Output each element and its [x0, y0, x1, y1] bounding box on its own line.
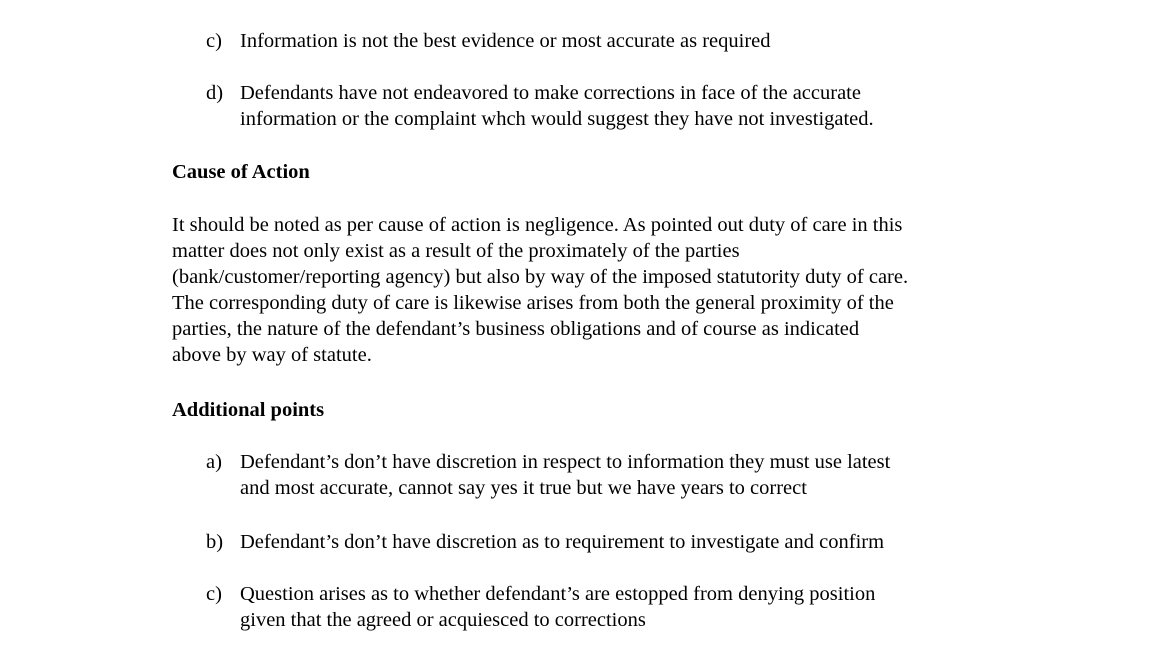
paragraph-line: above by way of statute.	[172, 344, 372, 366]
list-item-text: Defendant’s don’t have discretion in respect to information they must use latest	[240, 451, 891, 473]
list-item-text: information or the complaint whch would suggest they have not investigated.	[240, 108, 874, 130]
section-heading-additional-points: Additional points	[172, 399, 325, 421]
list-marker: b)	[206, 531, 224, 553]
list-marker: c)	[206, 30, 222, 52]
paragraph-line: matter does not only exist as a result of the proximately of the parties	[172, 240, 740, 262]
list-marker: d)	[206, 82, 224, 104]
paragraph-line: (bank/customer/reporting agency) but also by way of the imposed statutority duty of care.	[172, 266, 909, 288]
list-item-text: Question arises as to whether defendant’s are estopped from denying position	[240, 583, 876, 605]
paragraph-line: The corresponding duty of care is likewise arises from both the general proximity of the	[172, 292, 894, 314]
list-item-text: Defendant’s don’t have discretion as to requirement to investigate and confirm	[240, 531, 885, 553]
list-item-text: Information is not the best evidence or most accurate as required	[240, 30, 771, 52]
list-item-text: and most accurate, cannot say yes it true but we have years to correct	[240, 477, 807, 499]
list-marker: c)	[206, 583, 222, 605]
list-marker: a)	[206, 451, 222, 473]
list-item-text: given that the agreed or acquiesced to corrections	[240, 609, 646, 631]
list-item-text: Defendants have not endeavored to make corrections in face of the accurate	[240, 82, 861, 104]
section-heading-cause-of-action: Cause of Action	[172, 161, 310, 183]
paragraph-line: parties, the nature of the defendant’s business obligations and of course as indicated	[172, 318, 860, 340]
paragraph-line: It should be noted as per cause of action is negligence. As pointed out duty of care in this	[172, 214, 903, 236]
